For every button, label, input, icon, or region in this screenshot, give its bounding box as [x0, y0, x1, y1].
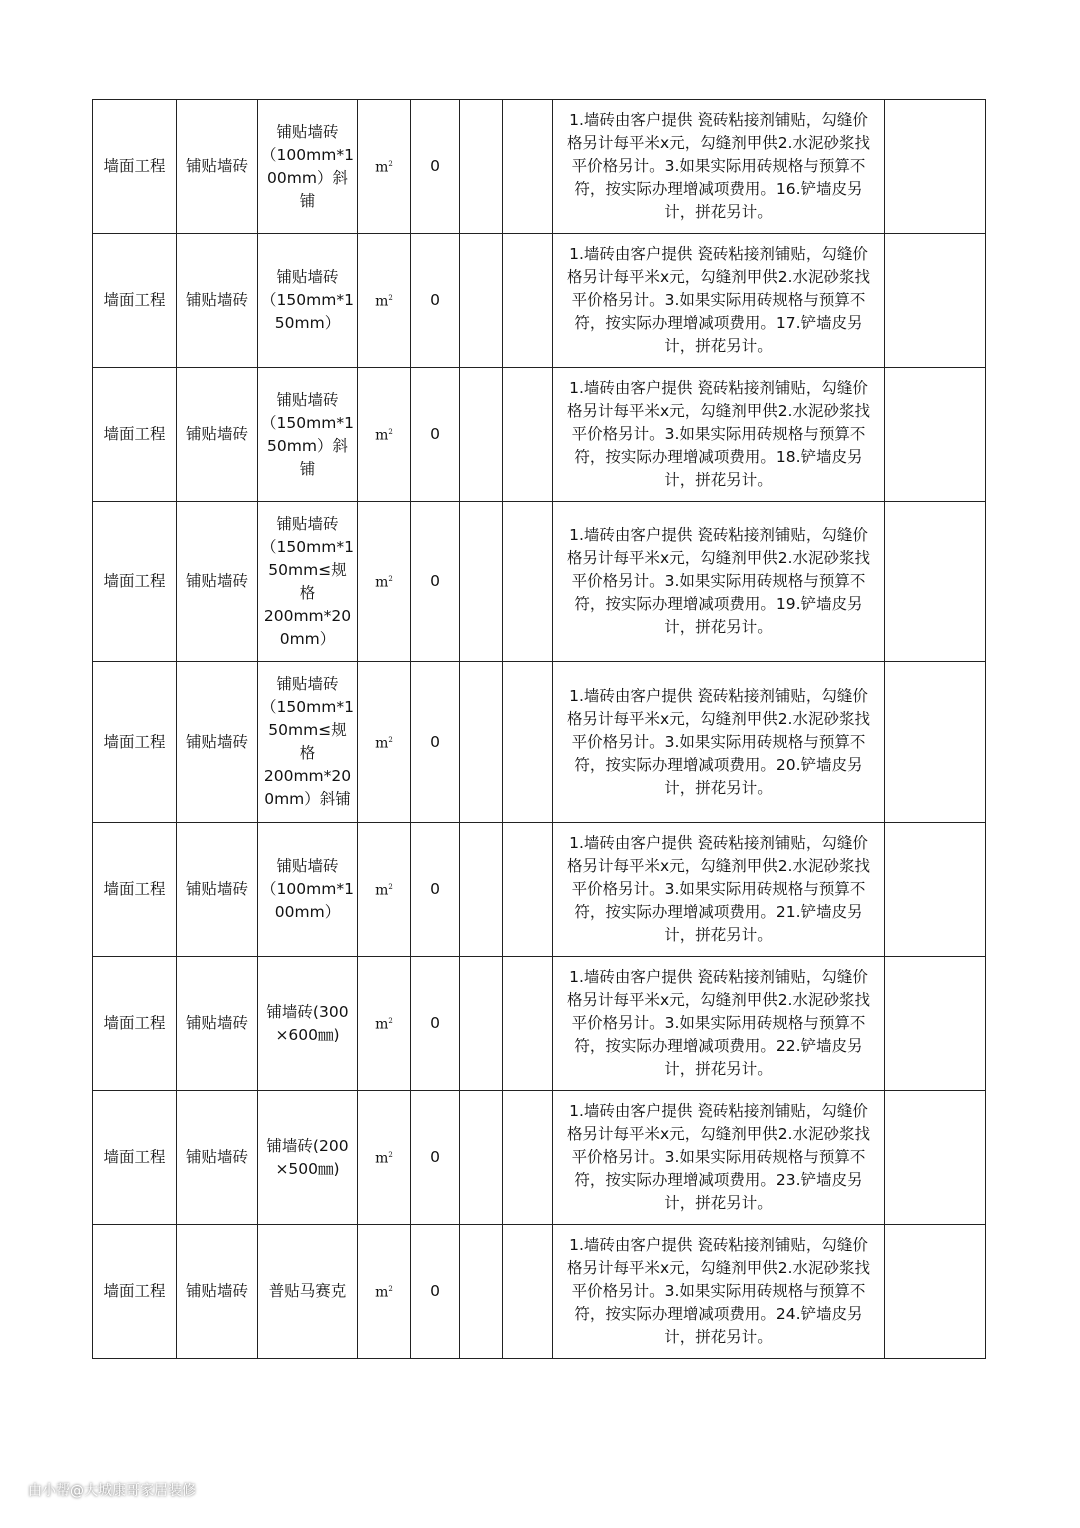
unit-text: m	[375, 293, 389, 310]
empty-cell	[885, 957, 986, 1091]
watermark: 由小帮@大城康哥家居装修	[28, 1483, 196, 1499]
unit-superscript: 2	[388, 160, 393, 169]
category-cell: 墙面工程	[93, 100, 177, 234]
empty-cell	[885, 1225, 986, 1359]
note-cell: 1.墙砖由客户提供 瓷砖粘接剂铺贴，勾缝价 格另计每平米x元，勾缝剂甲供2.水泥砂浆找 平价格另计。3.如果实际用砖规格与预算不 符，按实际办理增减项费用。17.铲墙皮另 计，拼花另计。	[553, 234, 885, 368]
subcategory-cell: 铺贴墙砖	[177, 1225, 258, 1359]
unit-superscript: 2	[388, 1285, 393, 1294]
note-cell: 1.墙砖由客户提供 瓷砖粘接剂铺贴，勾缝价 格另计每平米x元，勾缝剂甲供2.水泥砂浆找 平价格另计。3.如果实际用砖规格与预算不 符，按实际办理增减项费用。19.铲墙皮另 计，拼花另计。	[553, 502, 885, 662]
category-cell: 墙面工程	[93, 823, 177, 957]
unit-text: m	[375, 1150, 389, 1167]
subcategory-cell: 铺贴墙砖	[177, 502, 258, 662]
empty-cell	[885, 1091, 986, 1225]
unit-cell	[358, 1091, 411, 1225]
item-name-cell: 普贴马赛克	[258, 1225, 358, 1359]
item-name-cell: 铺贴墙砖 （150mm*1 50mm≤规 格 200mm*20 0mm）斜铺	[258, 662, 358, 823]
unit-superscript: 2	[388, 883, 393, 892]
empty-cell	[460, 502, 503, 662]
subcategory-cell: 铺贴墙砖	[177, 1091, 258, 1225]
subcategory-cell: 铺贴墙砖	[177, 368, 258, 502]
unit-cell	[358, 823, 411, 957]
unit-text: m	[375, 1016, 389, 1033]
quantity-cell: 0	[411, 1225, 460, 1359]
unit-text: m	[375, 735, 389, 752]
note-cell: 1.墙砖由客户提供 瓷砖粘接剂铺贴，勾缝价 格另计每平米x元，勾缝剂甲供2.水泥砂浆找 平价格另计。3.如果实际用砖规格与预算不 符，按实际办理增减项费用。20.铲墙皮另 计，拼花另计。	[553, 662, 885, 823]
unit-cell	[358, 662, 411, 823]
item-name-cell: 铺墙砖(300 ×600㎜)	[258, 957, 358, 1091]
unit-superscript: 2	[388, 575, 393, 584]
empty-cell	[885, 662, 986, 823]
empty-cell	[503, 1225, 553, 1359]
table-row	[93, 957, 986, 1091]
empty-cell	[460, 1225, 503, 1359]
category-cell: 墙面工程	[93, 1225, 177, 1359]
empty-cell	[503, 662, 553, 823]
note-cell: 1.墙砖由客户提供 瓷砖粘接剂铺贴，勾缝价 格另计每平米x元，勾缝剂甲供2.水泥砂浆找 平价格另计。3.如果实际用砖规格与预算不 符，按实际办理增减项费用。24.铲墙皮另 计，拼花另计。	[553, 1225, 885, 1359]
empty-cell	[503, 1091, 553, 1225]
unit-text: m	[375, 1284, 389, 1301]
unit-superscript: 2	[388, 735, 393, 744]
quantity-cell: 0	[411, 502, 460, 662]
empty-cell	[503, 368, 553, 502]
subcategory-cell: 铺贴墙砖	[177, 662, 258, 823]
empty-cell	[460, 234, 503, 368]
quantity-cell: 0	[411, 1091, 460, 1225]
unit-cell	[358, 368, 411, 502]
empty-cell	[885, 502, 986, 662]
table-row	[93, 368, 986, 502]
empty-cell	[460, 957, 503, 1091]
unit-text: m	[375, 882, 389, 899]
quantity-cell: 0	[411, 957, 460, 1091]
item-name-cell: 铺贴墙砖 （150mm*1 50mm≤规 格 200mm*20 0mm）	[258, 502, 358, 662]
empty-cell	[503, 100, 553, 234]
note-cell: 1.墙砖由客户提供 瓷砖粘接剂铺贴，勾缝价 格另计每平米x元，勾缝剂甲供2.水泥砂浆找 平价格另计。3.如果实际用砖规格与预算不 符，按实际办理增减项费用。16.铲墙皮另 计，拼花另计。	[553, 100, 885, 234]
subcategory-cell: 铺贴墙砖	[177, 957, 258, 1091]
table-row	[93, 234, 986, 368]
empty-cell	[885, 368, 986, 502]
empty-cell	[503, 234, 553, 368]
empty-cell	[460, 1091, 503, 1225]
empty-cell	[503, 823, 553, 957]
table-row	[93, 100, 986, 234]
empty-cell	[885, 234, 986, 368]
unit-text: m	[375, 427, 389, 444]
table-row	[93, 1225, 986, 1359]
empty-cell	[503, 957, 553, 1091]
table-row	[93, 502, 986, 662]
unit-cell	[358, 100, 411, 234]
item-name-cell: 铺贴墙砖 （150mm*1 50mm）	[258, 234, 358, 368]
unit-text: m	[375, 574, 389, 591]
item-name-cell: 铺贴墙砖 （100mm*1 00mm）	[258, 823, 358, 957]
unit-superscript: 2	[388, 428, 393, 437]
category-cell: 墙面工程	[93, 1091, 177, 1225]
unit-cell	[358, 234, 411, 368]
unit-superscript: 2	[388, 294, 393, 303]
empty-cell	[885, 823, 986, 957]
quantity-cell: 0	[411, 368, 460, 502]
category-cell: 墙面工程	[93, 662, 177, 823]
quantity-cell: 0	[411, 823, 460, 957]
quantity-cell: 0	[411, 100, 460, 234]
note-cell: 1.墙砖由客户提供 瓷砖粘接剂铺贴，勾缝价 格另计每平米x元，勾缝剂甲供2.水泥砂浆找 平价格另计。3.如果实际用砖规格与预算不 符，按实际办理增减项费用。21.铲墙皮另 计，拼花另计。	[553, 823, 885, 957]
empty-cell	[503, 502, 553, 662]
unit-superscript: 2	[388, 1017, 393, 1026]
unit-cell	[358, 502, 411, 662]
subcategory-cell: 铺贴墙砖	[177, 234, 258, 368]
item-name-cell: 铺贴墙砖 （100mm*1 00mm）斜 铺	[258, 100, 358, 234]
unit-text: m	[375, 159, 389, 176]
table-row	[93, 823, 986, 957]
table-row	[93, 662, 986, 823]
subcategory-cell: 铺贴墙砖	[177, 823, 258, 957]
unit-cell	[358, 957, 411, 1091]
category-cell: 墙面工程	[93, 957, 177, 1091]
table-row	[93, 1091, 986, 1225]
category-cell: 墙面工程	[93, 368, 177, 502]
empty-cell	[460, 662, 503, 823]
empty-cell	[460, 368, 503, 502]
quote-table	[92, 99, 986, 1359]
subcategory-cell: 铺贴墙砖	[177, 100, 258, 234]
quantity-cell: 0	[411, 234, 460, 368]
unit-cell	[358, 1225, 411, 1359]
category-cell: 墙面工程	[93, 502, 177, 662]
unit-superscript: 2	[388, 1151, 393, 1160]
item-name-cell: 铺贴墙砖 （150mm*1 50mm）斜 铺	[258, 368, 358, 502]
empty-cell	[885, 100, 986, 234]
note-cell: 1.墙砖由客户提供 瓷砖粘接剂铺贴，勾缝价 格另计每平米x元，勾缝剂甲供2.水泥砂浆找 平价格另计。3.如果实际用砖规格与预算不 符，按实际办理增减项费用。18.铲墙皮另 计，拼花另计。	[553, 368, 885, 502]
note-cell: 1.墙砖由客户提供 瓷砖粘接剂铺贴，勾缝价 格另计每平米x元，勾缝剂甲供2.水泥砂浆找 平价格另计。3.如果实际用砖规格与预算不 符，按实际办理增减项费用。23.铲墙皮另 计，拼花另计。	[553, 1091, 885, 1225]
empty-cell	[460, 100, 503, 234]
quantity-cell: 0	[411, 662, 460, 823]
category-cell: 墙面工程	[93, 234, 177, 368]
item-name-cell: 铺墙砖(200 ×500㎜)	[258, 1091, 358, 1225]
empty-cell	[460, 823, 503, 957]
note-cell: 1.墙砖由客户提供 瓷砖粘接剂铺贴，勾缝价 格另计每平米x元，勾缝剂甲供2.水泥砂浆找 平价格另计。3.如果实际用砖规格与预算不 符，按实际办理增减项费用。22.铲墙皮另 计，拼花另计。	[553, 957, 885, 1091]
